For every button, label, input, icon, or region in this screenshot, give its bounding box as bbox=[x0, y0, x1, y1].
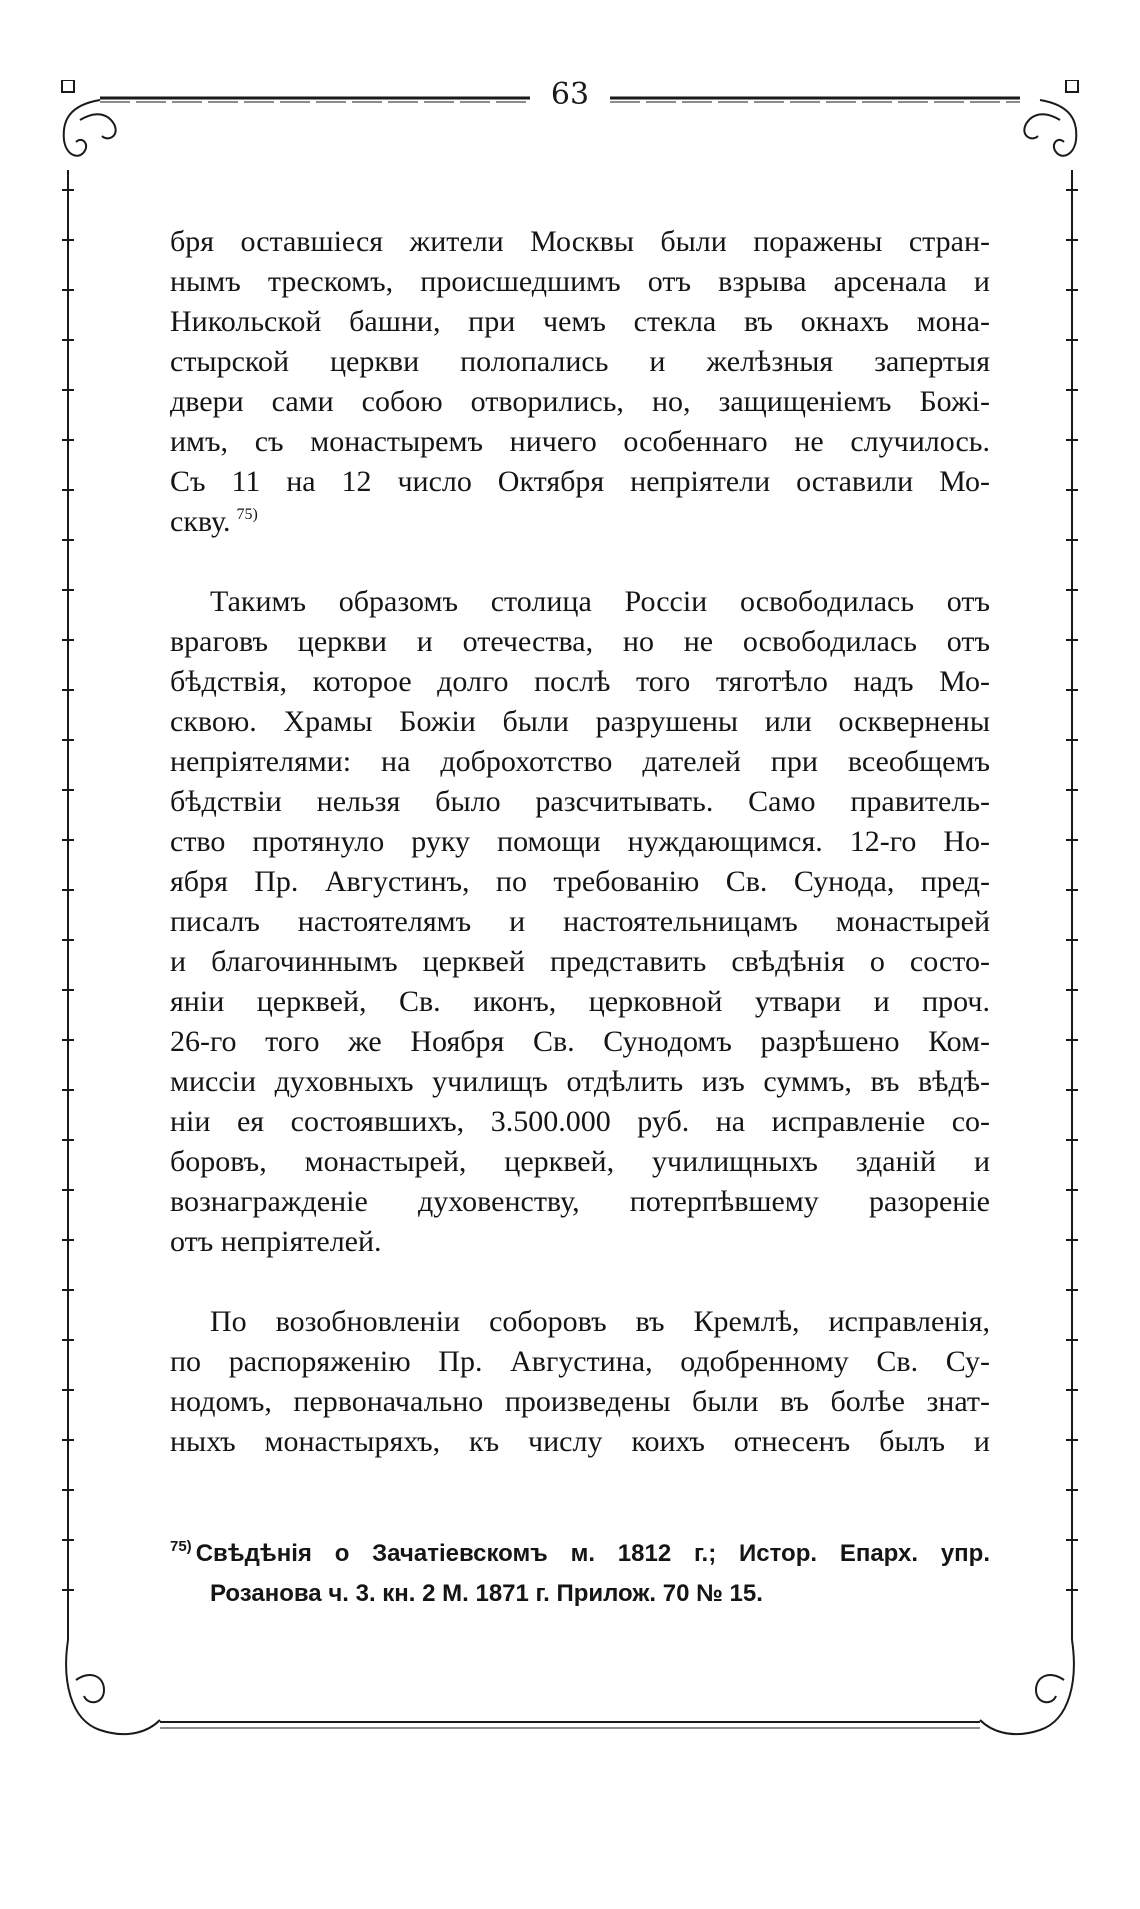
footnote-line-content: Свѣдѣнія о Зачатіевскомъ м. 1812 г.; Истор. Епарх. упр. bbox=[195, 1540, 990, 1567]
text-line: яніи церквей, Св. иконъ, церковной утвари и проч. bbox=[170, 985, 990, 1018]
text-line: непріятелями: на доброхотство дателей при всеобщемъ bbox=[170, 745, 990, 778]
text-line: враговъ церкви и отечества, но не освободилась отъ bbox=[170, 625, 990, 658]
text-line: ныхъ монастыряхъ, къ числу коихъ отнесенъ былъ и bbox=[170, 1425, 990, 1458]
footnote-reference: 75) bbox=[236, 506, 258, 523]
text-line: стырской церкви полопались и желѣзныя запертыя bbox=[170, 345, 990, 378]
text-line-content: скву. bbox=[170, 505, 231, 538]
corner-bottom-left bbox=[66, 1640, 160, 1734]
page-number: 63 bbox=[540, 80, 600, 110]
text-line: По возобновленіи соборовъ въ Кремлѣ, исправленія, bbox=[210, 1305, 990, 1338]
paragraph-1 bbox=[170, 222, 990, 542]
footnote-line bbox=[170, 1534, 990, 1574]
text-line: боровъ, монастырей, церквей, училищныхъ зданій и bbox=[170, 1145, 990, 1178]
text-line: ября Пр. Августинъ, по требованію Св. Сунода, пред- bbox=[170, 865, 990, 898]
text-line: нодомъ, первоначально произведены были въ болѣе знат- bbox=[170, 1385, 990, 1418]
text-line: двери сами собою отворились, но, защищеніемъ Божі- bbox=[170, 385, 990, 418]
text-line: бря оставшіеся жители Москвы были поражены стран- bbox=[170, 225, 990, 258]
text-line: Никольской башни, при чемъ стекла въ окнахъ мона- bbox=[170, 305, 990, 338]
text-line: бѣдствіи нельзя было разсчитывать. Само правитель- bbox=[170, 785, 990, 818]
text-line: нымъ трескомъ, происшедшимъ отъ взрыва арсенала и bbox=[170, 265, 990, 298]
footnote-mark: 75) bbox=[170, 1538, 192, 1555]
text-line bbox=[170, 502, 990, 542]
footnote bbox=[170, 1534, 990, 1614]
corner-bottom-right bbox=[980, 1640, 1074, 1734]
footnote-line: Розанова ч. 3. кн. 2 М. 1871 г. Прилож. 70 № 15. bbox=[210, 1580, 763, 1607]
text-line: сквою. Храмы Божіи были разрушены или осквернены bbox=[170, 705, 990, 738]
text-line: вознагражденіе духовенству, потерпѣвшему разореніе bbox=[170, 1185, 990, 1218]
text-line: по распоряженію Пр. Августина, одобренному Св. Су- bbox=[170, 1345, 990, 1378]
text-line: Съ 11 на 12 число Октября непріятели оставили Мо- bbox=[170, 465, 990, 498]
text-line: Такимъ образомъ столица Россіи освободилась отъ bbox=[210, 585, 990, 618]
text-line: ство протянуло руку помощи нуждающимся. 12-го Но- bbox=[170, 825, 990, 858]
corner-top-left bbox=[62, 80, 100, 156]
paragraph-2 bbox=[170, 582, 990, 1262]
text-line: бѣдствія, которое долго послѣ того тяготѣло надъ Мо- bbox=[170, 665, 990, 698]
text-line: 26-го того же Ноября Св. Сунодомъ разрѣшено Ком- bbox=[170, 1025, 990, 1058]
corner-top-right bbox=[1040, 80, 1078, 156]
text-line: миссіи духовныхъ училищъ отдѣлить изъ суммъ, въ вѣдѣ- bbox=[170, 1065, 990, 1098]
text-line: писалъ настоятелямъ и настоятельницамъ монастырей bbox=[170, 905, 990, 938]
text-line: ніи ея состоявшихъ, 3.500.000 руб. на исправленіе со- bbox=[170, 1105, 990, 1138]
text-line: имъ, съ монастыремъ ничего особеннаго не случилось. bbox=[170, 425, 990, 458]
text-line: и благочиннымъ церквей представить свѣдѣнія о состо- bbox=[170, 945, 990, 978]
text-line: отъ непріятелей. bbox=[170, 1225, 382, 1258]
body-text bbox=[170, 222, 990, 1462]
paragraph-3 bbox=[170, 1302, 990, 1462]
